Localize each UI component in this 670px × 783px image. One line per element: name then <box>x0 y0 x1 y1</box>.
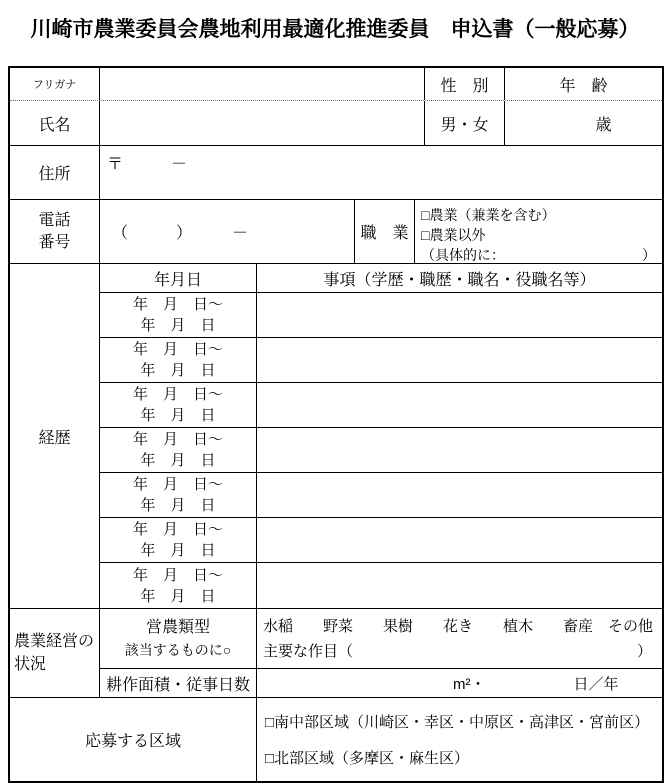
career-item-cell <box>257 383 662 427</box>
phone-field: （ ） － <box>100 200 355 263</box>
career-date-to: 年 月 日 <box>140 497 216 514</box>
career-date-cell <box>100 428 257 472</box>
career-date-cell <box>100 338 257 382</box>
career-rows <box>100 293 662 608</box>
furigana-label: フリガナ <box>10 68 100 100</box>
career-row <box>100 383 662 428</box>
farming-main-crop-open: 主要な作目（ <box>263 643 354 660</box>
career-item-cell <box>257 338 662 382</box>
farming-main-crop-close: ） <box>636 643 652 660</box>
region-options <box>257 698 662 781</box>
days-unit: 日／年 <box>573 675 619 693</box>
name-row <box>10 101 662 146</box>
furigana-field <box>100 68 425 100</box>
career-date-cell <box>100 293 257 337</box>
career-row <box>100 518 662 563</box>
region-section <box>10 698 662 781</box>
farming-section <box>10 609 662 698</box>
gender-value: 男・女 <box>425 101 505 145</box>
address-label: 住所 <box>10 146 100 199</box>
career-date-from: 年 月 日～ <box>132 521 223 538</box>
name-field <box>100 101 425 145</box>
career-date-cell <box>100 518 257 562</box>
career-item-header: 事項（学歴・職歴・職名・役職名等） <box>323 271 596 289</box>
name-label: 氏名 <box>10 101 100 145</box>
career-date-from: 年 月 日～ <box>132 566 223 584</box>
farming-area-label: 耕作面積・従事日数 <box>100 669 257 697</box>
career-date-cell <box>100 473 257 517</box>
career-date-cell <box>100 383 257 427</box>
farming-area-row <box>100 669 662 697</box>
career-date-to: 年 月 日 <box>140 452 216 469</box>
farming-type-label <box>100 609 257 668</box>
farming-type-label-line1: 営農類型 <box>145 618 210 636</box>
address-field: 〒 － <box>107 156 188 173</box>
farming-main-crop <box>257 639 662 664</box>
career-date-header: 年月日 <box>100 264 257 292</box>
farming-section-label-line1: 農業経営の <box>14 633 95 650</box>
farming-type-options: 水稲 野菜 果樹 花き 植木 畜産 その他 <box>263 618 654 635</box>
age-header: 年 齢 <box>559 77 608 95</box>
career-section-label: 経歴 <box>10 264 100 608</box>
career-row <box>100 293 662 338</box>
occupation-detail-open: （具体的に： <box>421 247 505 263</box>
career-row <box>100 563 662 608</box>
career-row <box>100 473 662 518</box>
career-row <box>100 338 662 383</box>
career-date-from: 年 月 日～ <box>132 386 223 403</box>
career-date-cell <box>100 563 257 608</box>
occupation-checkbox-non-agriculture: □農業以外 <box>421 227 486 243</box>
page-title: 川崎市農業委員会農地利用最適化推進委員 申込書（一般応募） <box>30 18 640 41</box>
phone-row <box>10 200 662 264</box>
career-header-row <box>100 264 662 293</box>
occupation-label: 職 業 <box>355 200 415 263</box>
farming-type-row <box>100 609 662 669</box>
career-date-from: 年 月 日～ <box>132 296 223 313</box>
career-date-to: 年 月 日 <box>140 587 216 605</box>
career-item-cell <box>257 563 662 608</box>
farming-area-value <box>257 669 662 697</box>
phone-label-line2: 番号 <box>38 233 71 251</box>
career-date-to: 年 月 日 <box>140 407 216 424</box>
occupation-checkbox-agriculture: □農業（兼業を含む） <box>421 207 556 223</box>
career-section <box>10 264 662 609</box>
career-date-from: 年 月 日～ <box>132 341 223 358</box>
region-checkbox-north: □北部区域（多摩区・麻生区） <box>265 750 470 767</box>
career-row <box>100 428 662 473</box>
occupation-detail-close: ） <box>642 247 656 263</box>
area-unit: m²・ <box>453 675 486 693</box>
career-date-from: 年 月 日～ <box>132 476 223 493</box>
career-date-to: 年 月 日 <box>140 362 216 379</box>
address-row <box>10 146 662 200</box>
farming-type-content <box>257 609 662 668</box>
application-form-table <box>8 66 664 783</box>
gender-header: 性 別 <box>425 68 505 100</box>
age-value: 歳 <box>595 116 612 134</box>
phone-label <box>10 200 100 263</box>
career-date-to: 年 月 日 <box>140 317 216 334</box>
career-item-cell <box>257 293 662 337</box>
farming-section-label-line2: 状況 <box>14 656 47 673</box>
career-date-to: 年 月 日 <box>140 542 216 559</box>
farming-section-label <box>10 609 100 697</box>
occupation-options <box>415 200 662 263</box>
farming-type-label-line2: 該当するものに○ <box>124 641 232 658</box>
furigana-row <box>10 68 662 101</box>
occupation-detail <box>421 245 656 263</box>
career-item-cell <box>257 518 662 562</box>
career-item-cell <box>257 428 662 472</box>
region-label: 応募する区域 <box>10 698 257 781</box>
career-item-cell <box>257 473 662 517</box>
region-checkbox-south-central: □南中部区域（川崎区・幸区・中原区・高津区・宮前区） <box>265 714 650 731</box>
phone-label-line1: 電話 <box>38 211 71 229</box>
career-date-from: 年 月 日～ <box>132 431 223 448</box>
